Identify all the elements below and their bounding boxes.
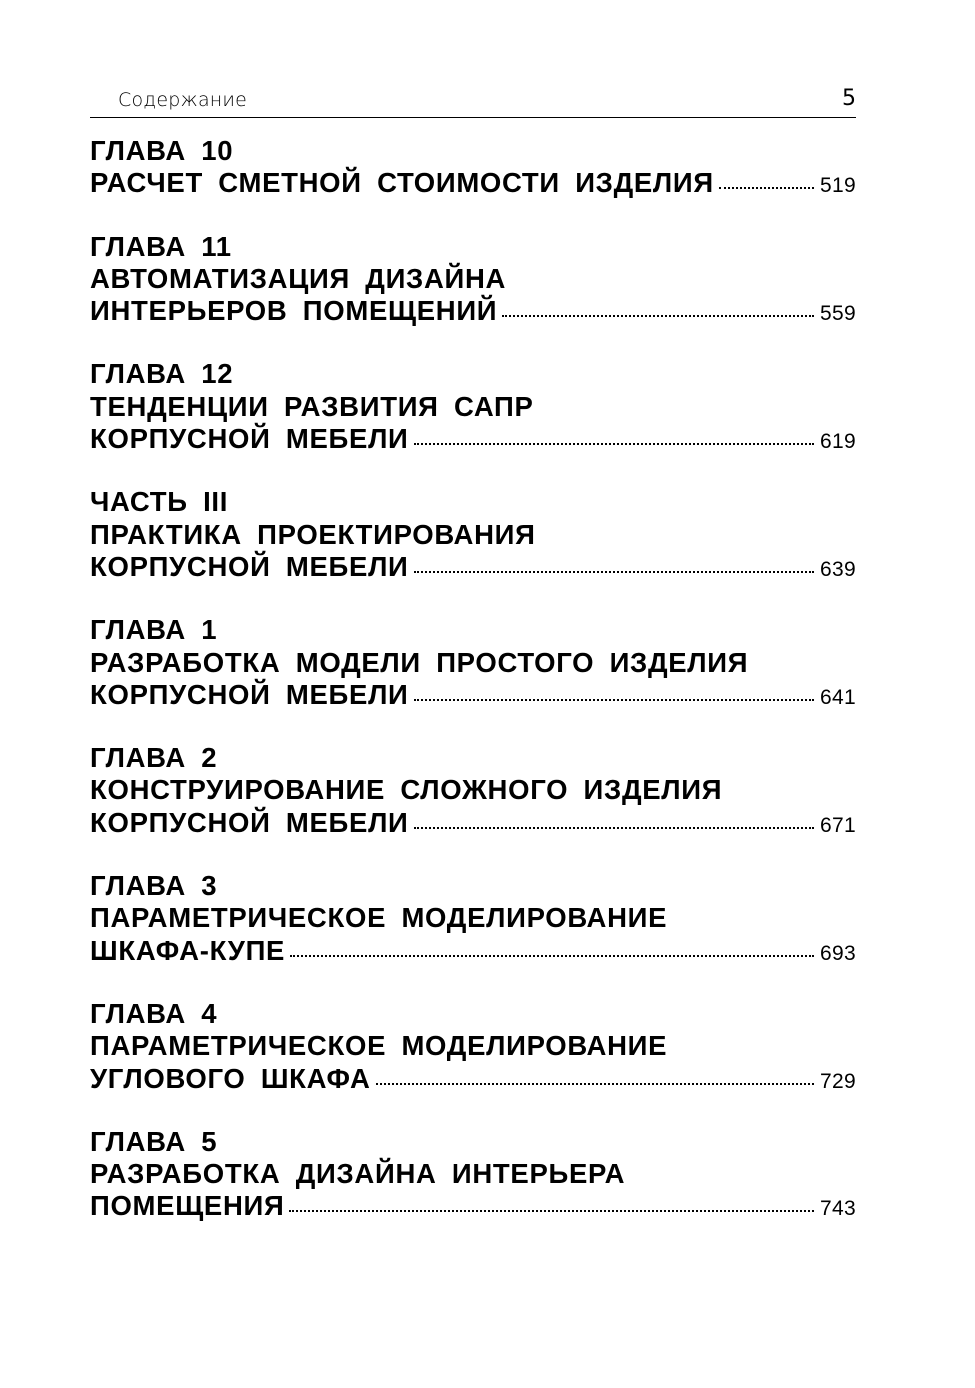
toc-entry-title: АВТОМАТИЗАЦИЯ ДИЗАЙНА (90, 262, 507, 294)
toc-entry[interactable] (90, 870, 856, 967)
dot-leader (414, 827, 815, 829)
toc-entry-label: ГЛАВА 5 (90, 1125, 218, 1157)
toc-entry-page: 641 (820, 685, 856, 709)
toc-entry-label: ГЛАВА 11 (90, 230, 232, 262)
toc-entry[interactable] (90, 614, 856, 711)
toc-entry-last-line (90, 167, 856, 199)
toc-entry-title: РАЗРАБОТКА МОДЕЛИ ПРОСТОГО ИЗДЕЛИЯ (90, 646, 749, 678)
dot-leader (502, 315, 814, 317)
toc-entry-last-line (90, 1190, 856, 1222)
toc-entry-page: 671 (820, 813, 856, 837)
toc-entry-last-line (90, 1063, 856, 1095)
toc-entry-title: ПРАКТИКА ПРОЕКТИРОВАНИЯ (90, 518, 536, 550)
toc-entry-title: РАЗРАБОТКА ДИЗАЙНА ИНТЕРЬЕРА (90, 1158, 626, 1190)
toc-entry[interactable] (90, 486, 856, 583)
toc-entry-label: ГЛАВА 1 (90, 614, 218, 646)
dot-leader (289, 1210, 814, 1212)
dot-leader (376, 1083, 814, 1085)
toc-entry-page: 639 (820, 557, 856, 581)
toc-entry[interactable] (90, 742, 856, 839)
toc-entry-page: 743 (820, 1197, 856, 1221)
dot-leader (290, 955, 814, 957)
toc-entry-last-line (90, 423, 856, 455)
toc-entry[interactable] (90, 998, 856, 1095)
toc-entry-title: ТЕНДЕНЦИИ РАЗВИТИЯ САПР (90, 390, 534, 422)
toc-entry-last-line (90, 679, 856, 711)
toc-entry-title: ПОМЕЩЕНИЯ (90, 1190, 285, 1222)
dot-leader (414, 571, 815, 573)
toc-entry-title: ИНТЕРЬЕРОВ ПОМЕЩЕНИЙ (90, 295, 498, 327)
toc-entry-page: 729 (820, 1069, 856, 1093)
toc-entry-label: ГЛАВА 3 (90, 870, 218, 902)
toc-entry-title: РАСЧЕТ СМЕТНОЙ СТОИМОСТИ ИЗДЕЛИЯ (90, 167, 714, 199)
toc-entry[interactable] (90, 135, 856, 200)
toc-entry[interactable] (90, 231, 856, 328)
toc-entry-title: КОРПУСНОЙ МЕБЕЛИ (90, 806, 409, 838)
table-of-contents (90, 135, 856, 1254)
toc-entry-page: 519 (820, 174, 856, 198)
page-header (90, 84, 856, 118)
toc-entry-label: ЧАСТЬ III (90, 486, 229, 518)
dot-leader (414, 699, 815, 701)
running-head-title: Содержание (118, 89, 248, 111)
toc-entry-page: 693 (820, 941, 856, 965)
toc-entry-label: ГЛАВА 12 (90, 358, 234, 390)
toc-entry-title: КОРПУСНОЙ МЕБЕЛИ (90, 550, 409, 582)
toc-entry-label: ГЛАВА 10 (90, 135, 234, 166)
toc-entry-last-line (90, 551, 856, 583)
toc-entry-last-line (90, 935, 856, 967)
toc-entry-title: ПАРАМЕТРИЧЕСКОЕ МОДЕЛИРОВАНИЕ (90, 1030, 668, 1062)
toc-entry-page: 559 (820, 302, 856, 326)
toc-entry-title: КОРПУСНОЙ МЕБЕЛИ (90, 423, 409, 455)
toc-entry-title: ПАРАМЕТРИЧЕСКОЕ МОДЕЛИРОВАНИЕ (90, 902, 668, 934)
toc-entry-title: КОНСТРУИРОВАНИЕ СЛОЖНОГО ИЗДЕЛИЯ (90, 774, 723, 806)
toc-entry-label: ГЛАВА 2 (90, 742, 218, 774)
toc-entry-label: ГЛАВА 4 (90, 997, 218, 1029)
toc-entry-title: ШКАФА-КУПЕ (90, 934, 286, 966)
page-number: 5 (842, 86, 856, 111)
toc-entry[interactable] (90, 358, 856, 455)
dot-leader (719, 187, 814, 189)
toc-entry-last-line (90, 295, 856, 327)
toc-entry-page: 619 (820, 430, 856, 454)
toc-entry[interactable] (90, 1126, 856, 1223)
toc-entry-last-line (90, 807, 856, 839)
toc-entry-title: КОРПУСНОЙ МЕБЕЛИ (90, 678, 409, 710)
toc-entry-title: УГЛОВОГО ШКАФА (90, 1062, 371, 1094)
dot-leader (414, 443, 815, 445)
